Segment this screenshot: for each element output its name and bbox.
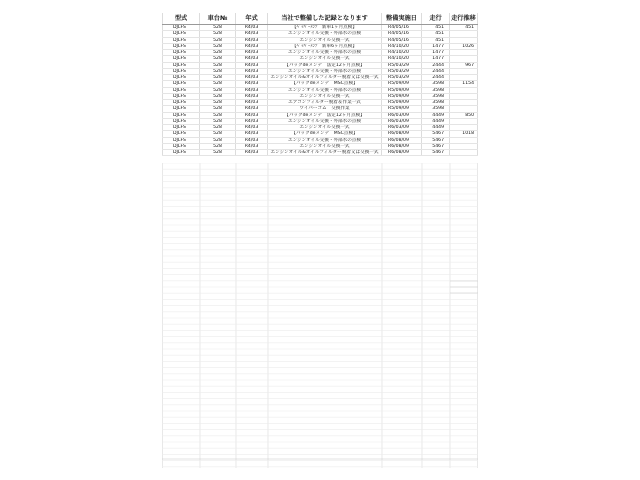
cell-work-description: エンジンオイル交換・外部水の点検 [268, 69, 382, 74]
cell-model: DJLFS [162, 56, 200, 61]
cell-chassis-number: 528 [200, 119, 236, 124]
cell-model: DJLFS [162, 63, 200, 68]
cell-work-description: エンジンオイル交換一式 [268, 125, 382, 130]
cell-work-description: エンジンオイル交換・外部水の点検 [268, 119, 382, 124]
cell-mileage: 3598 [422, 81, 450, 86]
cell-work-description: エンジンオイル交換一式 [268, 56, 382, 61]
cell-mileage-change: 451 [450, 25, 478, 30]
cell-chassis-number: 528 [200, 38, 236, 43]
cell-model: DJLFS [162, 94, 200, 99]
cell-work-description: 【ﾍﾟｯﾊﾟｰﾒﾝﾃ 新車1ヶ月点検】 [268, 25, 382, 30]
cell-work-description: エンジンオイル交換・外部水の点検 [268, 50, 382, 55]
cell-model: DJLFS [162, 119, 200, 124]
cell-model: DJLFS [162, 100, 200, 105]
cell-year: R4/03 [236, 69, 268, 74]
cell-service-date: R5/09/09 [382, 81, 422, 86]
cell-mileage-change [450, 75, 478, 80]
cell-model: DJLFS [162, 75, 200, 80]
cell-service-date: R5/03/29 [382, 69, 422, 74]
cell-mileage-change [450, 150, 478, 155]
cell-chassis-number: 528 [200, 56, 236, 61]
cell-chassis-number: 528 [200, 138, 236, 143]
cell-chassis-number: 528 [200, 106, 236, 111]
cell-model: DJLFS [162, 25, 200, 30]
cell-mileage: 4449 [422, 113, 450, 118]
header-chassis-number: 車台№ [200, 13, 236, 24]
cell-model: DJLFS [162, 31, 200, 36]
cell-year: R4/03 [236, 144, 268, 149]
cell-work-description: エンジンオイル交換一式 [268, 38, 382, 43]
cell-year: R4/03 [236, 25, 268, 30]
cell-year: R4/03 [236, 38, 268, 43]
cell-service-date: R6/08/09 [382, 144, 422, 149]
cell-mileage: 3598 [422, 100, 450, 105]
cell-mileage: 1477 [422, 50, 450, 55]
cell-service-date: R6/08/09 [382, 138, 422, 143]
cell-service-date: R4/10/20 [382, 56, 422, 61]
cell-chassis-number: 528 [200, 131, 236, 136]
cell-mileage: 451 [422, 38, 450, 43]
cell-work-description: ワイパーゴム 交換作業 [268, 106, 382, 111]
cell-chassis-number: 528 [200, 63, 236, 68]
cell-mileage: 4449 [422, 119, 450, 124]
cell-service-date: R6/03/09 [382, 113, 422, 118]
cell-model: DJLFS [162, 50, 200, 55]
cell-chassis-number: 528 [200, 144, 236, 149]
cell-year: R4/03 [236, 81, 268, 86]
maintenance-record-table [162, 13, 478, 156]
cell-mileage: 2444 [422, 75, 450, 80]
cell-chassis-number: 528 [200, 31, 236, 36]
cell-year: R4/03 [236, 63, 268, 68]
cell-mileage: 5467 [422, 131, 450, 136]
cell-service-date: R5/09/09 [382, 106, 422, 111]
cell-chassis-number: 528 [200, 69, 236, 74]
cell-work-description: 【パックdeメンテ 法定12ヶ月点検】 [268, 63, 382, 68]
cell-service-date: R6/08/09 [382, 150, 422, 155]
cell-model: DJLFS [162, 150, 200, 155]
cell-mileage-change: 967 [450, 63, 478, 68]
cell-year: R4/03 [236, 125, 268, 130]
cell-year: R4/03 [236, 100, 268, 105]
cell-mileage-change: 1018 [450, 131, 478, 136]
cell-service-date: R5/09/09 [382, 94, 422, 99]
cell-model: DJLFS [162, 144, 200, 149]
table-body [162, 25, 478, 156]
cell-service-date: R5/03/29 [382, 63, 422, 68]
cell-mileage-change [450, 38, 478, 43]
cell-work-description: エンジンオイル交換一式 [268, 144, 382, 149]
cell-service-date: R4/05/16 [382, 25, 422, 30]
cell-chassis-number: 528 [200, 94, 236, 99]
cell-mileage-change [450, 31, 478, 36]
cell-chassis-number: 528 [200, 100, 236, 105]
cell-chassis-number: 528 [200, 50, 236, 55]
cell-mileage-change: 1026 [450, 44, 478, 49]
cell-mileage-change [450, 56, 478, 61]
cell-mileage: 2444 [422, 63, 450, 68]
cell-model: DJLFS [162, 113, 200, 118]
cell-mileage-change [450, 50, 478, 55]
cell-service-date: R4/10/20 [382, 44, 422, 49]
cell-mileage-change [450, 100, 478, 105]
cell-mileage-change [450, 144, 478, 149]
cell-year: R4/03 [236, 31, 268, 36]
cell-work-description: エンジンオイル交換・外部水の点検 [268, 138, 382, 143]
cell-mileage-change [450, 88, 478, 93]
cell-chassis-number: 528 [200, 88, 236, 93]
cell-mileage: 3598 [422, 106, 450, 111]
header-year: 年式 [236, 13, 268, 24]
cell-chassis-number: 528 [200, 113, 236, 118]
cell-year: R4/03 [236, 44, 268, 49]
cell-service-date: R4/05/16 [382, 38, 422, 43]
cell-chassis-number: 528 [200, 150, 236, 155]
cell-model: DJLFS [162, 125, 200, 130]
cell-work-description: エンジンオイル&オイルフィルター脱着又は交換一式 [268, 75, 382, 80]
cell-service-date: R4/05/16 [382, 31, 422, 36]
cell-service-date: R6/03/09 [382, 119, 422, 124]
cell-mileage: 5467 [422, 150, 450, 155]
cell-mileage-change [450, 138, 478, 143]
cell-mileage: 5467 [422, 144, 450, 149]
cell-year: R4/03 [236, 150, 268, 155]
cell-service-date: R5/03/29 [382, 75, 422, 80]
cell-work-description: エンジンオイル交換・外部水の点検 [268, 31, 382, 36]
cell-year: R4/03 [236, 94, 268, 99]
cell-year: R4/03 [236, 56, 268, 61]
cell-year: R4/03 [236, 50, 268, 55]
cell-service-date: R5/09/09 [382, 100, 422, 105]
cell-service-date: R6/08/09 [382, 131, 422, 136]
cell-work-description: 【パックdeメンテ MSC点検】 [268, 81, 382, 86]
cell-year: R4/03 [236, 88, 268, 93]
cell-mileage: 1477 [422, 44, 450, 49]
cell-service-date: R5/09/09 [382, 88, 422, 93]
cell-mileage: 451 [422, 25, 450, 30]
cell-year: R4/03 [236, 106, 268, 111]
cell-chassis-number: 528 [200, 75, 236, 80]
cell-model: DJLFS [162, 44, 200, 49]
cell-mileage-change: 850 [450, 113, 478, 118]
cell-service-date: R6/03/09 [382, 125, 422, 130]
cell-work-description: 【パックdeメンテ 法定12ヶ月点検】 [268, 113, 382, 118]
cell-year: R4/03 [236, 138, 268, 143]
cell-model: DJLFS [162, 88, 200, 93]
cell-mileage-change [450, 125, 478, 130]
table-row [162, 150, 478, 156]
cell-model: DJLFS [162, 38, 200, 43]
cell-year: R4/03 [236, 131, 268, 136]
cell-mileage: 3598 [422, 94, 450, 99]
cell-chassis-number: 528 [200, 44, 236, 49]
cell-work-description: エンジンオイル交換・外部水の点検 [268, 88, 382, 93]
cell-work-description: 【ﾍﾟｯﾊﾟｰﾒﾝﾃ 新車6ヶ月点検】 [268, 44, 382, 49]
header-model: 型式 [162, 13, 200, 24]
cell-model: DJLFS [162, 131, 200, 136]
header-mileage: 走行 [422, 13, 450, 24]
header-service-date: 整備実施日 [382, 13, 422, 24]
cell-year: R4/03 [236, 75, 268, 80]
cell-chassis-number: 528 [200, 125, 236, 130]
cell-mileage: 3598 [422, 88, 450, 93]
cell-model: DJLFS [162, 69, 200, 74]
cell-mileage-change [450, 69, 478, 74]
header-mileage-change: 走行推移 [450, 13, 478, 24]
cell-service-date: R4/10/20 [382, 50, 422, 55]
cell-mileage-change: 1154 [450, 81, 478, 86]
header-work-description: 当社で整備した記録となります [268, 13, 382, 24]
cell-work-description: 【パックdeメンテ MSC点検】 [268, 131, 382, 136]
cell-mileage: 5467 [422, 138, 450, 143]
cell-mileage-change [450, 119, 478, 124]
cell-mileage-change [450, 106, 478, 111]
cell-model: DJLFS [162, 106, 200, 111]
cell-chassis-number: 528 [200, 25, 236, 30]
cell-mileage: 1477 [422, 56, 450, 61]
empty-grid [162, 163, 478, 468]
cell-mileage-change [450, 94, 478, 99]
cell-mileage: 2444 [422, 69, 450, 74]
cell-mileage: 4449 [422, 125, 450, 130]
cell-year: R4/03 [236, 113, 268, 118]
cell-year: R4/03 [236, 119, 268, 124]
cell-model: DJLFS [162, 138, 200, 143]
cell-work-description: エアコンフィルター脱着＆作業一式 [268, 100, 382, 105]
cell-chassis-number: 528 [200, 81, 236, 86]
header-row [162, 13, 478, 25]
cell-work-description: エンジンオイル交換一式 [268, 94, 382, 99]
cell-model: DJLFS [162, 81, 200, 86]
cell-work-description: エンジンオイル&オイルフィルター脱着又は交換一式 [268, 150, 382, 155]
cell-mileage: 451 [422, 31, 450, 36]
